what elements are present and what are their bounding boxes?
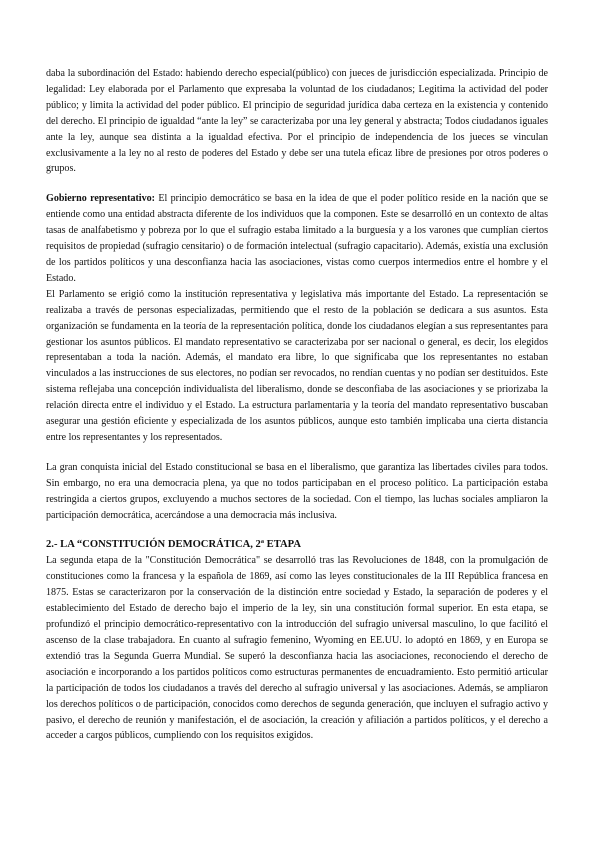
paragraph-second-stage: La segunda etapa de la "Constitución Democrática" se desarrolló tras las Revoluciones de 1848, con la promulgación de constituciones como la francesa y la española de 1869, así como las leyes constitucionales de la III República francesa en 1875. Estas se caracterizaron por la conservación de la distinción entre sociedad y Estado, la separación de poderes y el establecimiento del Estado de derecho bajo el imperio de la ley, sin una constitución formal superior. En esta etapa, se profundizó el principio democrático-representativo con la introducción del sufragio universal masculino, lo que facilitó el ascenso de la clase trabajadora. En cuanto al sufragio femenino, Wyoming en EE.UU. lo adoptó en 1869, y en Europa se extendió tras la Segunda Guerra Mundial. Se superó la desconfianza hacia las asociaciones, reconociendo el derecho de asociación e incorporando a los partidos políticos como estructuras permanentes de encuadramiento. Esto permitió articular la participación de todos los ciudadanos a través del derecho al sufragio universal y las asociaciones. Además, se ampliaron los derechos políticos o de participación, conocidos como derechos de segunda generación, que incluyen el sufragio activo y pasivo, el derecho de reunión y manifestación, el de asociación, la creación y afiliación a partidos políticos, y el derecho a acceder a cargos públicos, cumpliendo con los requisitos exigidos. bbox=[46, 555, 548, 742]
paragraph-principles: daba la subordinación del Estado: habiendo derecho especial(público) con jueces de jurisdicción especializada. Principio de legalidad: Ley elaborada por el Parlamento que expresaba la voluntad de los ciudadanos; Legitima la actividad del poder público; y limita la actividad del poder público. El principio de seguridad jurídica daba certeza en la existencia y contenido del derecho. El principio de igualdad “ante la ley” se caracterizaba por una ley general y abstracta; Todos ciudadanos iguales ante la ley, aunque sea distinta a la igualdad efectiva. Por el principio de independencia de los jueces se vinculan exclusivamente a la ley no al resto de poderes del Estado y debe ser una tutela eficaz libre de presiones por otros poderes o grupos. bbox=[46, 68, 548, 175]
paragraph-parliament: El Parlamento se erigió como la institución representativa y legislativa más importante del Estado. La representación se realizaba a través de personas especializadas, permitiendo que el resto de la población se dedicara a sus asuntos. Esta organización se fundamenta en la teoría de la representación política, donde los ciudadanos elegían a sus representantes para gestionar los asuntos públicos. El mandato representativo se caracterizaba por ser nacional o general, es decir, los elegidos representaban a toda la nación. Además, el mandato era libre, lo que significaba que los representantes no estaban vinculados a las instrucciones de sus electores, no podían ser revocados, no rendían cuentas y no podían ser destituidos. Este sistema reflejaba una concepción individualista del liberalismo, donde se desconfiaba de las asociaciones y se priorizaba la relación directa entre el individuo y el Estado. La estructura parlamentaria y la teoría del mandato representativo buscaban asegurar una gestión eficiente y especializada de los asuntos públicos, aunque esto también implicaba una cierta distancia entre los representantes y los representados. bbox=[46, 288, 548, 443]
paragraph-representative-government bbox=[46, 191, 548, 286]
paragraph-body: El principio democrático se basa en la idea de que el poder político reside en la nación que se entiende como una entidad abstracta diferente de los individuos que la componen. Este se desarrolló en un contexto de altas tasas de analfabetismo y pobreza por lo que el sufragio estaba limitado a la burguesía y a los varones que cumplían ciertos requisitos de propiedad (sufragio censitario) o de formación intelectual (sufragio capacitario). Además, existía una exclusión de los partidos políticos y una desconfianza hacia las asociaciones, vistas como cuerpos intermedios entre el hombre y el Estado. bbox=[46, 193, 548, 284]
paragraph-liberalism: La gran conquista inicial del Estado constitucional se basa en el liberalismo, que garantiza las libertades civiles para todos. Sin embargo, no era una democracia plena, ya que no todos participaban en el proceso político. La participación estaba restringida a ciertos grupos, excluyendo a muchos sectores de la sociedad. Con el tiempo, las luchas sociales ampliaron la participación democrática, acercándose a una democracia más inclusiva. bbox=[46, 461, 548, 521]
paragraph-lead-term: Gobierno representativo: bbox=[46, 193, 155, 205]
section-heading: 2.- LA “CONSTITUCIÓN DEMOCRÁTICA, 2ª ETAPA bbox=[46, 539, 301, 551]
